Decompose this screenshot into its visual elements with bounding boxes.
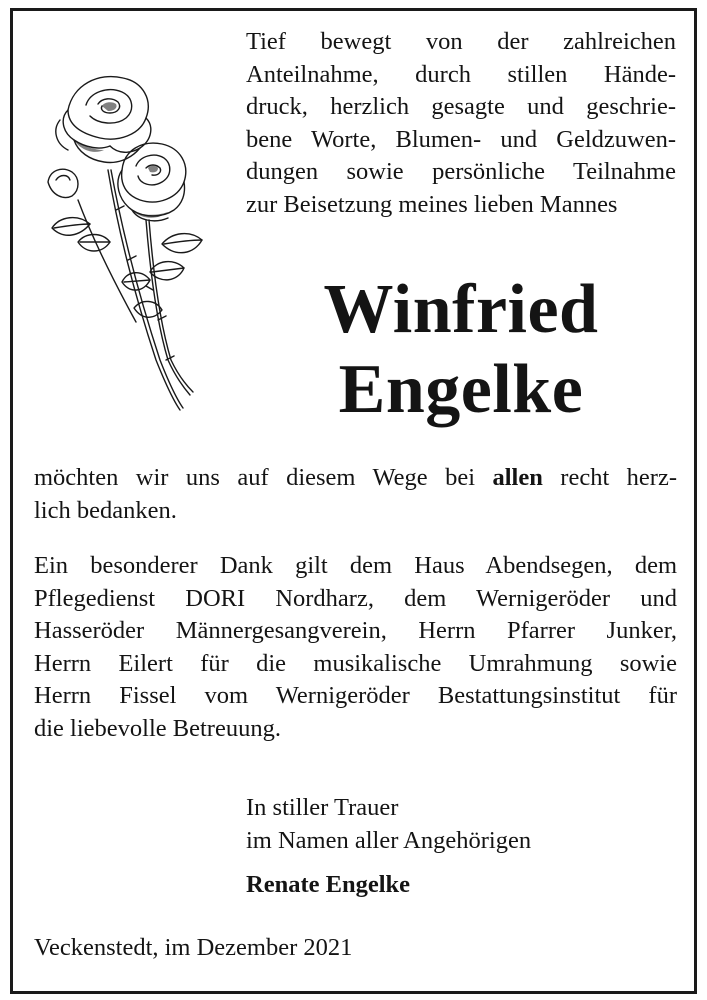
intro-line: Anteilnahme, durch stillen Hände- <box>246 60 676 88</box>
thanks-paragraph <box>34 462 677 527</box>
roses-illustration-icon <box>38 60 210 416</box>
thanks-text: möchten wir uns auf diesem Wege bei <box>34 464 493 491</box>
special-thanks-line: die liebevolle Betreuung. <box>34 714 281 742</box>
special-thanks-line: Herrn Eilert für die musikalische Umrahmung sowie <box>34 649 677 677</box>
place-date: Veckenstedt, im Dezember 2021 <box>34 934 353 961</box>
deceased-last-name: Engelke <box>338 351 584 428</box>
signoff-line: im Namen aller Angehörigen <box>246 826 532 854</box>
special-thanks-line: Pflegedienst DORI Nordharz, dem Wernigeröder und <box>34 584 677 612</box>
special-thanks-line: Ein besonderer Dank gilt dem Haus Abendsegen, dem <box>34 552 677 579</box>
thanks-text: recht herz- <box>542 464 678 491</box>
intro-line: Tief bewegt von der zahlreichen <box>246 28 676 55</box>
deceased-first-name: Winfried <box>323 271 599 348</box>
signer-name: Renate Engelke <box>246 871 410 898</box>
thanks-line <box>34 462 677 495</box>
thanks-line: lich bedanken. <box>34 496 177 524</box>
intro-text <box>246 26 676 221</box>
intro-line: zur Beisetzung meines lieben Mannes <box>246 190 618 218</box>
special-thanks-line: Herrn Fissel vom Wernigeröder Bestattungsinstitut für <box>34 682 677 709</box>
signoff-line: In stiller Trauer <box>246 794 399 821</box>
special-thanks-line: Hasseröder Männergesangverein, Herrn Pfarrer Junker, <box>34 617 677 644</box>
special-thanks-paragraph <box>34 550 677 745</box>
intro-line: druck, herzlich gesagte und geschrie- <box>246 93 676 120</box>
thanks-emphasis: allen <box>492 464 543 491</box>
intro-line: bene Worte, Blumen- und Geldzuwen- <box>246 125 676 153</box>
signoff <box>246 792 666 902</box>
intro-line: dungen sowie persönliche Teilnahme <box>246 158 676 185</box>
deceased-name <box>246 270 676 430</box>
